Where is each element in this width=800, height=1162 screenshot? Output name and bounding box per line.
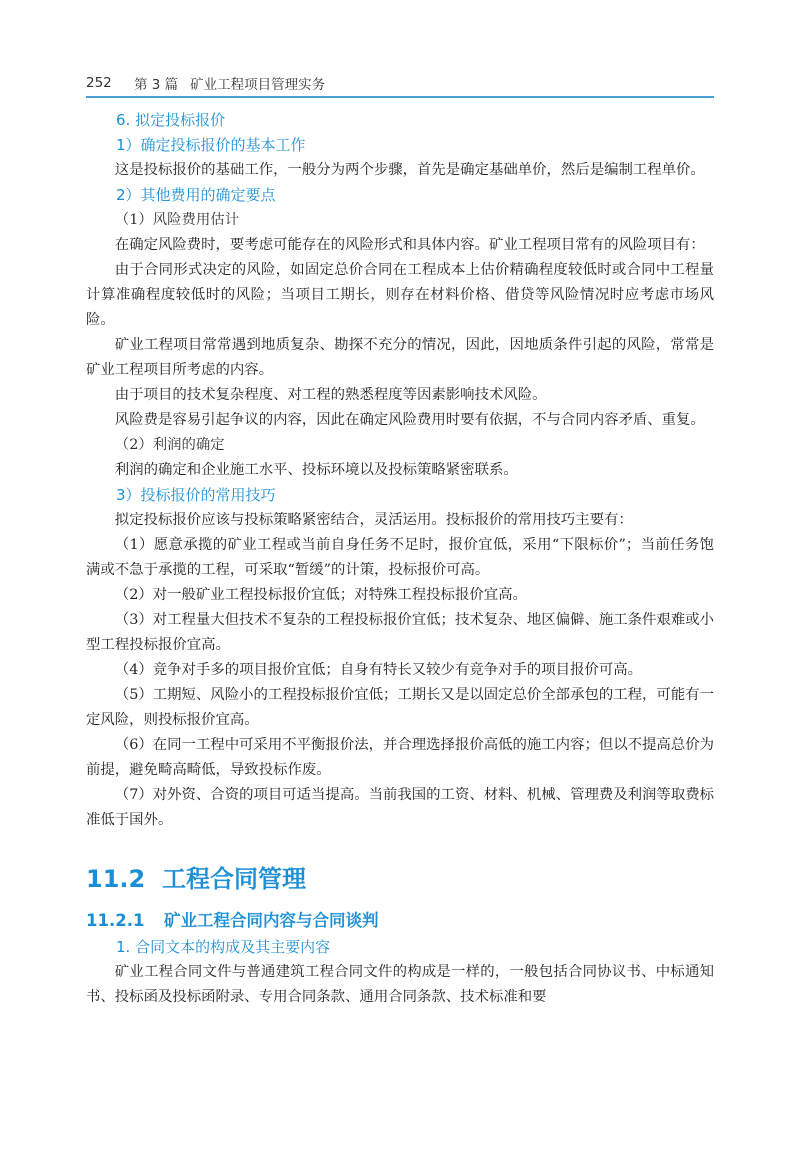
section-number: 11.2 (86, 865, 146, 893)
technique-item: （7）对外资、合资的项目可适当提高。当前我国的工资、材料、机械、管理费及利润等取费标准低于国外。 (86, 787, 714, 828)
header-part: 第 3 篇 (134, 77, 179, 93)
paragraph: 由于项目的技术复杂程度、对工程的熟悉程度等因素影响技术风险。 (114, 387, 547, 403)
subheading-profit: （2）利润的确定 (114, 437, 225, 453)
technique-item: （1）愿意承揽的矿业工程或当前自身任务不足时，报价宜低，采用“下限标价”；当前任务饱满或不急于承揽的工程，可采取“暂缓”的计策，投标报价可高。 (86, 537, 714, 578)
paragraph: 风险费是容易引起争议的内容，因此在确定风险费用时要有依据，不与合同内容矛盾、重复。 (114, 412, 705, 428)
running-header (86, 70, 714, 98)
technique-item: （4）竞争对手多的项目报价宜低；自身有特长又较少有竞争对手的项目报价可高。 (114, 662, 643, 678)
paragraph: 矿业工程合同文件与普通建筑工程合同文件的构成是一样的，一般包括合同协议书、中标通知书、投标函及投标函附录、专用合同条款、通用合同条款、技术标准和要 (86, 964, 714, 1005)
heading-basic-work: 1）确定投标报价的基本工作 (116, 136, 306, 154)
technique-item: （6）在同一工程中可采用不平衡报价法，并合理选择报价高低的施工内容；但以不提高总价为前提，避免畸高畸低，导致投标作废。 (86, 737, 714, 778)
header-title: 矿业工程项目管理实务 (190, 77, 326, 93)
section-title: 工程合同管理 (162, 865, 306, 893)
paragraph: 矿业工程项目常常遇到地质复杂、勘探不充分的情况，因此，因地质条件引起的风险，常常是矿业工程项目所考虑的内容。 (86, 337, 714, 378)
paragraph: 利润的确定和企业施工水平、投标环境以及投标策略紧密联系。 (114, 462, 518, 478)
paragraph: 由于合同形式决定的风险，如固定总价合同在工程成本上估价精确程度较低时或合同中工程量计算准确程度较低时的风险；当项目工期长，则存在材料价格、借贷等风险情况时应考虑市场风险。 (86, 262, 714, 328)
page-number: 252 (86, 75, 112, 91)
subsection-title: 矿业工程合同内容与合同谈判 (164, 911, 379, 930)
technique-item: （2）对一般矿业工程投标报价宜低；对特殊工程投标报价宜高。 (114, 587, 527, 603)
heading-contract-docs: 1. 合同文本的构成及其主要内容 (116, 938, 331, 956)
heading-bid-price: 6. 拟定投标报价 (116, 111, 226, 129)
subsection-heading (86, 907, 714, 935)
technique-item: （5）工期短、风险小的工程投标报价宜低；工期长又是以固定总价全部承包的工程，可能有一定风险，则投标报价宜高。 (86, 687, 714, 728)
section-heading (86, 861, 714, 897)
heading-techniques: 3）投标报价的常用技巧 (116, 486, 276, 504)
paragraph: 在确定风险费时，要考虑可能存在的风险形式和具体内容。矿业工程项目常有的风险项目有： (114, 237, 705, 253)
subheading-risk-cost: （1）风险费用估计 (114, 212, 240, 228)
paragraph: 这是投标报价的基础工作，一般分为两个步骤，首先是确定基础单价，然后是编制工程单价。 (114, 162, 705, 178)
technique-item: （3）对工程量大但技术不复杂的工程投标报价宜低；技术复杂、地区偏僻、施工条件艰难或小型工程投标报价宜高。 (86, 612, 714, 653)
subsection-number: 11.2.1 (86, 911, 145, 930)
heading-other-costs: 2）其他费用的确定要点 (116, 186, 276, 204)
paragraph: 拟定投标报价应该与投标策略紧密结合，灵活运用。投标报价的常用技巧主要有： (114, 512, 633, 528)
page-body (86, 108, 714, 1010)
